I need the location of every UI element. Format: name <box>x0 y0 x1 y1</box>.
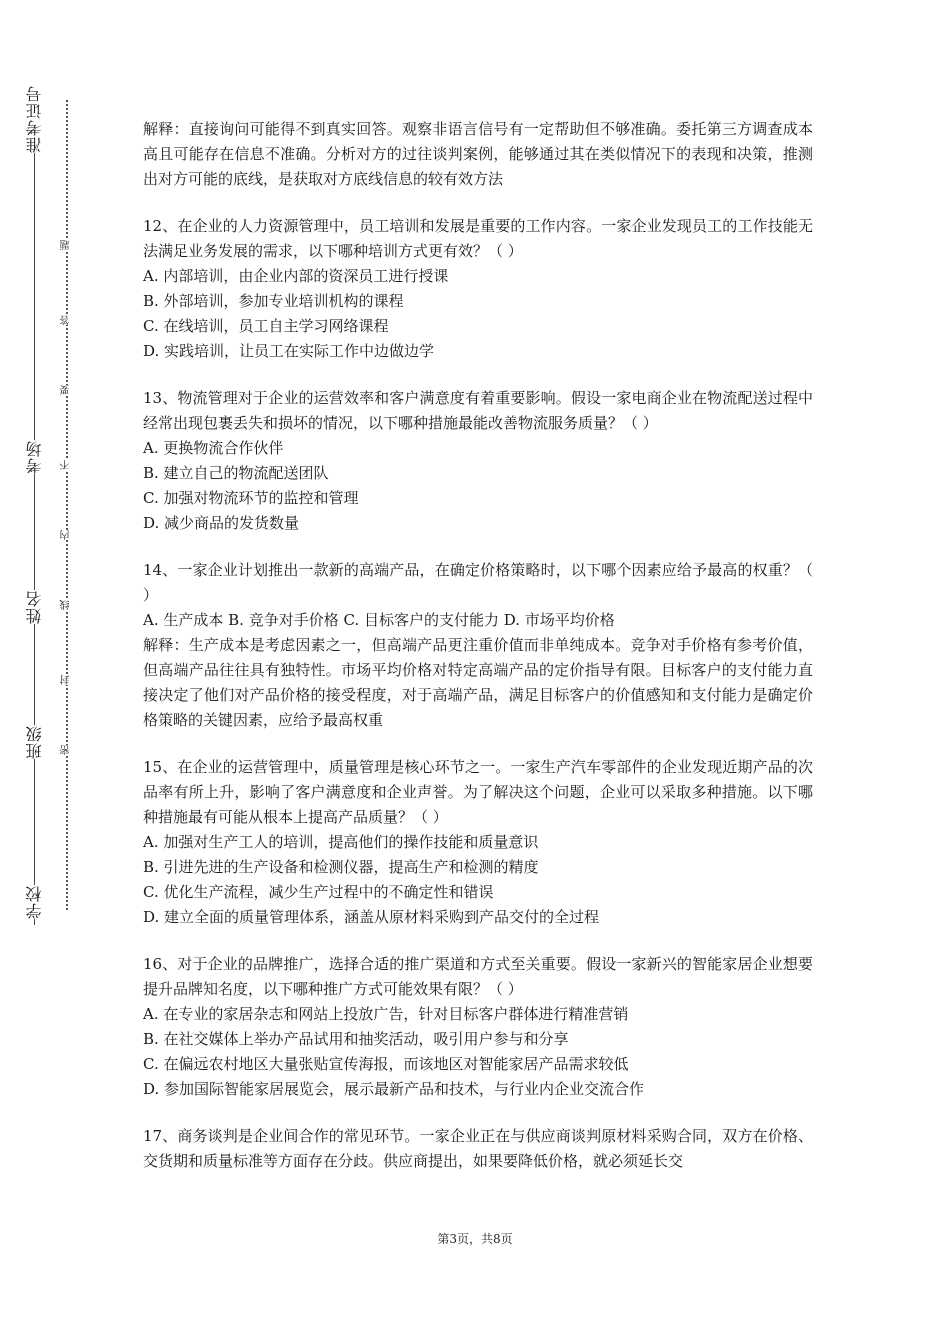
class-label: 班级 <box>25 725 44 759</box>
option-d: D. 实践培训，让员工在实际工作中边做边学 <box>143 342 435 360</box>
question-stem: 17、商务谈判是企业间合作的常见环节。一家企业正在与供应商谈判原材料采购合同，双方在价格、交货期和质量标准等方面存在分歧。供应商提出，如果要降低价格，就必须延长交 <box>143 1127 813 1170</box>
exam-room-label: 考场 <box>25 440 44 474</box>
option-c: C. 优化生产流程，减少生产过程中的不确定性和错误 <box>143 883 494 901</box>
binding-line <box>34 85 35 925</box>
seal-word: 内 <box>58 530 76 540</box>
options-inline: A. 生产成本 B. 竞争对手价格 C. 目标客户的支付能力 D. 市场平均价格 <box>143 611 615 629</box>
option-d: D. 参加国际智能家居展览会，展示最新产品和技术，与行业内企业交流合作 <box>143 1080 645 1098</box>
option-b: B. 在社交媒体上举办产品试用和抽奖活动，吸引用户参与和分享 <box>143 1030 569 1048</box>
option-c: C. 在线培训，员工自主学习网络课程 <box>143 317 389 335</box>
question-17 <box>143 1124 813 1174</box>
option-a: A. 在专业的家居杂志和网站上投放广告，针对目标客户群体进行精准营销 <box>143 1005 629 1023</box>
option-a: A. 加强对生产工人的培训，提高他们的操作技能和质量意识 <box>143 833 539 851</box>
option-a: A. 内部培训，由企业内部的资深员工进行授课 <box>143 267 449 285</box>
seal-word: 线 <box>58 600 76 610</box>
question-14 <box>143 558 813 733</box>
question-stem: 13、物流管理对于企业的运营效率和客户满意度有着重要影响。假设一家电商企业在物流配送过程中经常出现包裹丢失和损坏的情况，以下哪种措施最能改善物流服务质量？（ ） <box>143 389 813 432</box>
question-15 <box>143 755 813 930</box>
seal-word: 答 <box>58 315 76 325</box>
explanation-text: 解释：生产成本是考虑因素之一，但高端产品更注重价值而非单纯成本。竞争对手价格有参考价值，但高端产品往往具有独特性。市场平均价格对特定高端产品的定价指导有限。目标客户的支付能力直接决定了他们对产品价格的接受程度，对于高端产品，满足目标客户的价值感知和支付能力是确定价格策略的关键因素，应给予最高权重 <box>143 636 813 729</box>
seal-word: 不 <box>58 460 76 470</box>
option-b: B. 建立自己的物流配送团队 <box>143 464 329 482</box>
option-d: D. 建立全面的质量管理体系，涵盖从原材料采购到产品交付的全过程 <box>143 908 600 926</box>
seal-word: 要 <box>58 385 76 395</box>
question-stem: 12、在企业的人力资源管理中，员工培训和发展是重要的工作内容。一家企业发现员工的工作技能无法满足业务发展的需求，以下哪种培训方式更有效？（ ） <box>143 217 813 260</box>
question-16 <box>143 952 813 1102</box>
option-b: B. 引进先进的生产设备和检测仪器，提高生产和检测的精度 <box>143 858 539 876</box>
option-c: C. 加强对物流环节的监控和管理 <box>143 489 359 507</box>
page-content <box>143 117 813 1174</box>
question-stem: 14、一家企业计划推出一款新的高端产品，在确定价格策略时，以下哪个因素应给予最高的权重？（ ） <box>143 561 813 604</box>
question-12 <box>143 214 813 364</box>
page-number: 第3页，共8页 <box>437 1232 513 1246</box>
school-label: 学校 <box>25 885 44 919</box>
seal-line <box>56 100 78 910</box>
explanation-text: 解释：直接询问可能得不到真实回答。观察非语言信号有一定帮助但不够准确。委托第三方调查成本高且可能存在信息不准确。分析对方的过往谈判案例，能够通过其在类似情况下的表现和决策，推测出对方可能的底线，是获取对方底线信息的较有效方法 <box>143 120 813 188</box>
seal-word: 题 <box>58 240 76 250</box>
name-label: 姓名 <box>25 590 44 624</box>
question-13 <box>143 386 813 536</box>
exam-id-label: 准考证号 <box>25 85 44 153</box>
binding-margin-fields <box>24 85 46 925</box>
option-b: B. 外部培训，参加专业培训机构的课程 <box>143 292 404 310</box>
seal-word: 封 <box>58 675 76 685</box>
option-c: C. 在偏远农村地区大量张贴宣传海报，而该地区对智能家居产品需求较低 <box>143 1055 629 1073</box>
option-a: A. 更换物流合作伙伴 <box>143 439 284 457</box>
question-stem: 16、对于企业的品牌推广，选择合适的推广渠道和方式至关重要。假设一家新兴的智能家居企业想要提升品牌知名度，以下哪种推广方式可能效果有限？（ ） <box>143 955 813 998</box>
seal-word: 密 <box>58 745 76 755</box>
option-d: D. 减少商品的发货数量 <box>143 514 300 532</box>
question-stem: 15、在企业的运营管理中，质量管理是核心环节之一。一家生产汽车零部件的企业发现近期产品的次品率有所上升，影响了客户满意度和企业声誉。为了解决这个问题，企业可以采取多种措施。以下哪种措施最有可能从根本上提高产品质量？（ ） <box>143 758 813 826</box>
seal-dotted-line <box>66 100 68 910</box>
